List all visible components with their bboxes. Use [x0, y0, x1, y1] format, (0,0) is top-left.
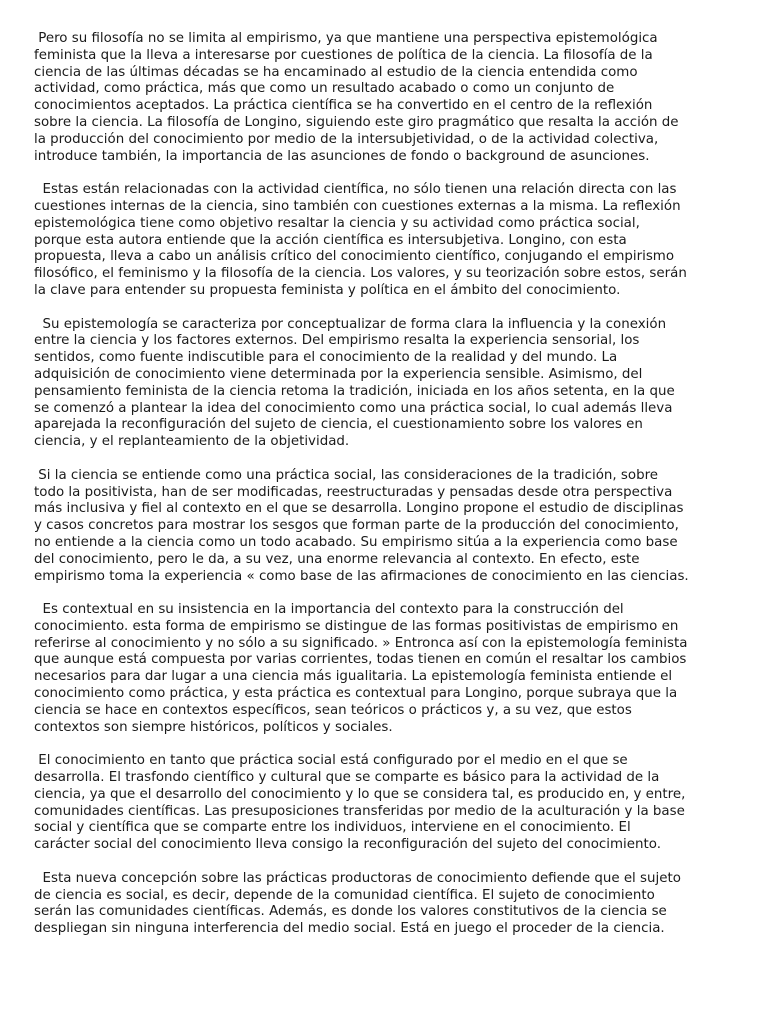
text-line: que aunque está compuesta por varias corrientes, todas tienen en común el resaltar los cambios — [34, 652, 687, 668]
text-line: conocimientos aceptados. La práctica científica se ha convertido en el centro de la reflexión — [34, 98, 653, 114]
paragraph — [34, 182, 734, 300]
text-line: ciencia se hace en contextos específicos, sean teóricos o prácticos y, a su vez, que estos — [34, 702, 632, 718]
text-line: Su epistemología se caracteriza por conceptualizar de forma clara la influencia y la conexión — [34, 316, 667, 332]
text-line: Pero su filosofía no se limita al empirismo, ya que mantiene una perspectiva epistemológica — [34, 31, 658, 46]
text-line: del conocimiento, pero le da, a su vez, una enorme relevancia al contexto. En efecto, este — [34, 551, 640, 567]
paragraph — [34, 31, 734, 165]
text-line: desarrolla. El trasfondo científico y cultural que se comparte es básico para la actividad de la — [34, 770, 660, 786]
text-line: ciencia, ya que el desarrollo del conocimiento y lo que se considera tal, es producido en, y entre, — [34, 786, 686, 802]
text-line: conocimiento como práctica, y esta práctica es contextual para Longino, porque subraya que la — [34, 686, 678, 702]
text-line: despliegan sin ninguna interferencia del medio social. Está en juego el proceder de la ciencia. — [34, 921, 665, 937]
paragraph — [34, 753, 734, 854]
text-line: empirismo toma la experiencia « como base de las afirmaciones de conocimiento en las ciencias. — [34, 568, 689, 584]
text-line: serán las comunidades científicas. Además, es donde los valores constitutivos de la ciencia se — [34, 904, 667, 920]
text-line: y casos concretos para mostrar los sesgos que forman parte de la producción del conocimiento, — [34, 518, 679, 534]
text-line: feminista que la lleva a interesarse por cuestiones de política de la ciencia. La filosofía de la — [34, 47, 653, 63]
text-line: Es contextual en su insistencia en la importancia del contexto para la construcción del — [34, 602, 624, 618]
text-line: se comenzó a plantear la idea del conocimiento como una práctica social, lo cual además lleva — [34, 400, 673, 416]
text-line: ciencia de las últimas décadas se ha encaminado al estudio de la ciencia entendida como — [34, 64, 638, 80]
text-line: actividad, como práctica, más que como un resultado acabado o como un conjunto de — [34, 81, 615, 97]
text-line: introduce también, la importancia de las asunciones de fondo o background de asunciones. — [34, 148, 650, 164]
text-line: referirse al conocimiento y no sólo a su significado. » Entronca así con la epistemología feminista — [34, 635, 688, 651]
text-line: necesarios para dar lugar a una ciencia más igualitaria. La epistemología feminista entiende el — [34, 669, 673, 685]
text-line: Si la ciencia se entiende como una práctica social, las consideraciones de la tradición, sobre — [34, 467, 659, 483]
document-body — [34, 31, 734, 955]
text-line: la producción del conocimiento por medio de la intersubjetividad, o de la actividad colectiva, — [34, 131, 659, 147]
text-line: porque esta autora entiende que la acción científica es intersubjetiva. Longino, con esta — [34, 232, 627, 248]
text-line: filosófico, el feminismo y la filosofía de la ciencia. Los valores, y su teorización sobre estos, serán — [34, 266, 687, 282]
paragraph — [34, 317, 734, 451]
text-line: más inclusiva y fiel al contexto en el que se desarrolla. Longino propone el estudio de disciplinas — [34, 501, 684, 517]
text-line: propuesta, lleva a cabo un análisis crítico del conocimiento científico, conjugando el empirismo — [34, 249, 675, 265]
paragraph — [34, 871, 734, 938]
text-line: sobre la ciencia. La filosofía de Longino, siguiendo este giro pragmático que resalta la acción de — [34, 114, 679, 130]
text-line: la clave para entender su propuesta feminista y política en el ámbito del conocimiento. — [34, 282, 621, 298]
text-line: pensamiento feminista de la ciencia retoma la tradición, iniciada en los años setenta, en la que — [34, 383, 675, 399]
text-line: no entiende a la ciencia como un todo acabado. Su empirismo sitúa a la experiencia como base — [34, 534, 678, 550]
text-line: adquisición de conocimiento viene determinada por la experiencia sensible. Asimismo, del — [34, 366, 643, 382]
text-line: social y científica que se comparte entre los individuos, interviene en el conocimiento. El — [34, 820, 631, 836]
text-line: Esta nueva concepción sobre las prácticas productoras de conocimiento defiende que el sujeto — [34, 870, 681, 886]
text-line: carácter social del conocimiento lleva consigo la reconfiguración del sujeto del conocimiento. — [34, 837, 661, 853]
text-line: epistemológica tiene como objetivo resaltar la ciencia y su actividad como práctica social, — [34, 215, 640, 231]
text-line: El conocimiento en tanto que práctica social está configurado por el medio en el que se — [34, 753, 628, 769]
text-line: aparejada la reconfiguración del sujeto de ciencia, el cuestionamiento sobre los valores en — [34, 417, 643, 433]
text-line: todo la positivista, han de ser modificadas, reestructuradas y pensadas desde otra perspectiva — [34, 484, 673, 500]
text-line: entre la ciencia y los factores externos. Del empirismo resalta la experiencia sensorial, los — [34, 333, 640, 349]
paragraph — [34, 602, 734, 736]
text-line: conocimiento. esta forma de empirismo se distingue de las formas positivistas de empirismo en — [34, 618, 679, 634]
text-line: ciencia, y el replanteamiento de la objetividad. — [34, 434, 350, 450]
paragraph — [34, 468, 734, 586]
text-line: contextos son siempre históricos, políticos y sociales. — [34, 719, 393, 735]
text-line: de ciencia es social, es decir, depende de la comunidad científica. El sujeto de conocimiento — [34, 887, 655, 903]
text-line: comunidades científicas. Las presuposiciones transferidas por medio de la aculturación y la base — [34, 803, 685, 819]
text-line: sentidos, como fuente indiscutible para el conocimiento de la realidad y del mundo. La — [34, 350, 618, 366]
text-line: cuestiones internas de la ciencia, sino también con cuestiones externas a la misma. La reflexión — [34, 198, 681, 214]
text-line: Estas están relacionadas con la actividad científica, no sólo tienen una relación directa con las — [34, 182, 677, 198]
